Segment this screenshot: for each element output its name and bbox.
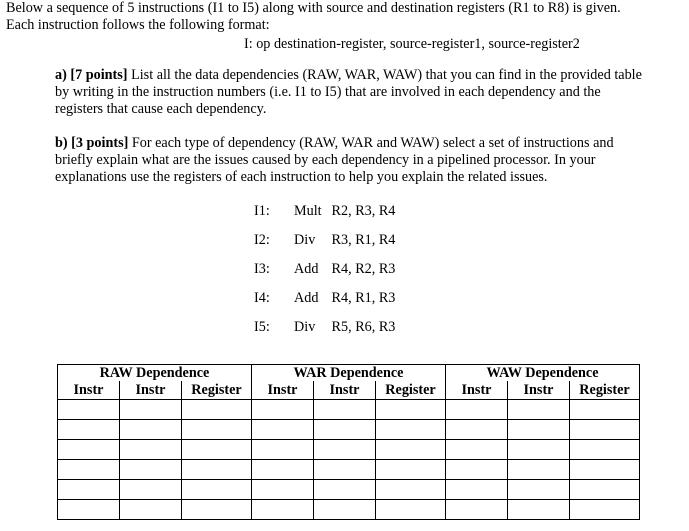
column-header: Instr — [120, 381, 182, 400]
part-b-text: For each type of dependency (RAW, WAR and WAW) select a set of instructions and briefly explain what are the issues caused by each dependency in a pipelined processor. In your explanations use the registers of each instruction to help you explain the related issues. — [55, 135, 614, 185]
column-header: Instr — [314, 381, 376, 400]
table-cell[interactable] — [570, 500, 640, 520]
table-cell[interactable] — [182, 420, 252, 440]
instruction-op: Add — [294, 261, 319, 277]
part-a-label: a) [7 points] — [55, 67, 128, 83]
instruction-label: I5: — [254, 319, 270, 335]
column-header: Instr — [508, 381, 570, 400]
table-row — [58, 480, 640, 500]
table-cell[interactable] — [446, 400, 508, 420]
table-cell[interactable] — [314, 460, 376, 480]
column-header: Instr — [252, 381, 314, 400]
table-cell[interactable] — [376, 480, 446, 500]
part-a-text: List all the data dependencies (RAW, WAR, WAW) that you can find in the provided table by writing in the instruction numbers (i.e. I1 to I5) that are involved in each dependency and the registers that cause each dependency. — [55, 67, 642, 117]
part-a-paragraph — [55, 67, 645, 118]
table-cell[interactable] — [376, 440, 446, 460]
table-cell[interactable] — [446, 460, 508, 480]
table-cell[interactable] — [252, 400, 314, 420]
column-header: Register — [376, 381, 446, 400]
instruction-row — [254, 232, 395, 249]
table-cell[interactable] — [446, 500, 508, 520]
table-cell[interactable] — [570, 400, 640, 420]
instruction-op: Div — [294, 319, 316, 335]
column-header: Instr — [446, 381, 508, 400]
table-cell[interactable] — [314, 400, 376, 420]
table-cell[interactable] — [570, 480, 640, 500]
table-cell[interactable] — [58, 420, 120, 440]
table-cell[interactable] — [252, 500, 314, 520]
table-cell[interactable] — [508, 460, 570, 480]
table-cell[interactable] — [376, 420, 446, 440]
instruction-label: I1: — [254, 203, 270, 219]
table-cell[interactable] — [182, 440, 252, 460]
instruction-registers: R4, R1, R3 — [331, 290, 396, 306]
instruction-label: I2: — [254, 232, 270, 248]
table-cell[interactable] — [508, 400, 570, 420]
table-cell[interactable] — [182, 460, 252, 480]
raw-dependence-header: RAW Dependence — [58, 365, 252, 382]
table-row — [58, 460, 640, 480]
table-cell[interactable] — [570, 460, 640, 480]
instruction-row — [254, 319, 395, 336]
waw-dependence-header: WAW Dependence — [446, 365, 640, 382]
table-cell[interactable] — [182, 500, 252, 520]
instruction-registers: R2, R3, R4 — [331, 203, 396, 219]
table-cell[interactable] — [314, 420, 376, 440]
table-cell[interactable] — [376, 400, 446, 420]
instruction-registers: R5, R6, R3 — [331, 319, 396, 335]
table-cell[interactable] — [446, 440, 508, 460]
table-cell[interactable] — [446, 480, 508, 500]
table-cell[interactable] — [252, 420, 314, 440]
table-cell[interactable] — [446, 420, 508, 440]
table-cell[interactable] — [120, 400, 182, 420]
instruction-op: Mult — [294, 203, 322, 219]
table-cell[interactable] — [252, 480, 314, 500]
table-column-header-row — [58, 381, 640, 400]
instruction-row — [254, 290, 395, 307]
instruction-row — [254, 203, 395, 220]
table-cell[interactable] — [58, 440, 120, 460]
instruction-label: I4: — [254, 290, 270, 306]
table-cell[interactable] — [58, 400, 120, 420]
table-cell[interactable] — [58, 460, 120, 480]
intro-line-1: Below a sequence of 5 instructions (I1 to I5) along with source and destination registers (R1 to R8) is given. — [6, 0, 621, 16]
table-cell[interactable] — [252, 440, 314, 460]
table-cell[interactable] — [182, 480, 252, 500]
table-cell[interactable] — [120, 420, 182, 440]
table-cell[interactable] — [58, 480, 120, 500]
part-b-label: b) [3 points] — [55, 135, 129, 151]
table-cell[interactable] — [58, 500, 120, 520]
instruction-registers: R4, R2, R3 — [331, 261, 396, 277]
table-cell[interactable] — [314, 480, 376, 500]
table-row — [58, 420, 640, 440]
instruction-op: Div — [294, 232, 316, 248]
instruction-registers: R3, R1, R4 — [331, 232, 396, 248]
instruction-format: I: op destination-register, source-register1, source-register2 — [244, 36, 580, 52]
table-cell[interactable] — [120, 500, 182, 520]
table-cell[interactable] — [120, 460, 182, 480]
table-row — [58, 400, 640, 420]
table-cell[interactable] — [508, 500, 570, 520]
instruction-op: Add — [294, 290, 319, 306]
table-group-header-row — [58, 365, 640, 382]
table-row — [58, 440, 640, 460]
column-header: Register — [182, 381, 252, 400]
table-cell[interactable] — [314, 440, 376, 460]
dependency-table — [57, 364, 640, 520]
table-row — [58, 500, 640, 520]
table-cell[interactable] — [508, 440, 570, 460]
column-header: Instr — [58, 381, 120, 400]
table-cell[interactable] — [508, 420, 570, 440]
table-cell[interactable] — [570, 420, 640, 440]
table-cell[interactable] — [376, 500, 446, 520]
instruction-row — [254, 261, 395, 278]
table-cell[interactable] — [508, 480, 570, 500]
table-cell[interactable] — [120, 440, 182, 460]
table-cell[interactable] — [120, 480, 182, 500]
table-cell[interactable] — [570, 440, 640, 460]
table-cell[interactable] — [376, 460, 446, 480]
table-cell[interactable] — [182, 400, 252, 420]
war-dependence-header: WAR Dependence — [252, 365, 446, 382]
part-b-paragraph — [55, 135, 645, 186]
intro-line-2: Each instruction follows the following format: — [6, 17, 270, 33]
table-cell[interactable] — [314, 500, 376, 520]
instruction-label: I3: — [254, 261, 270, 277]
column-header: Register — [570, 381, 640, 400]
table-cell[interactable] — [252, 460, 314, 480]
